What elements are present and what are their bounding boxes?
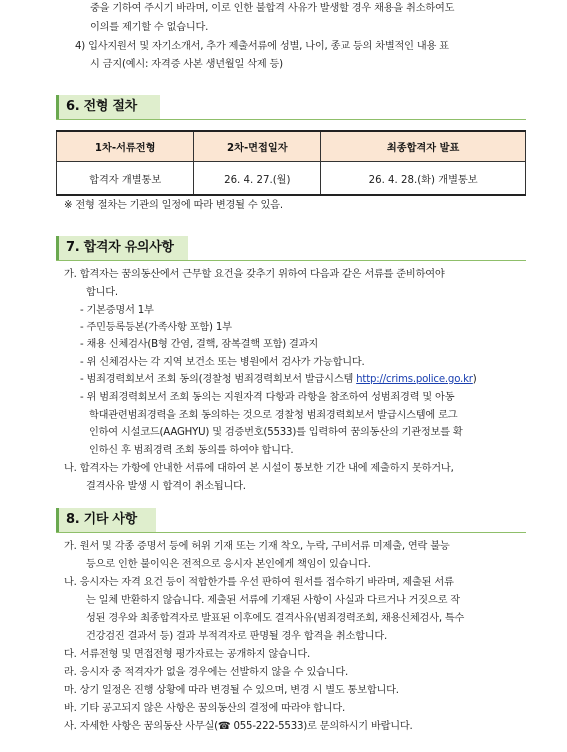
paragraph-ga: 가. 원서 및 각종 증명서 등에 허위 기재 또는 기재 착오, 누락, 구비서류 미제출, 연락 불능 xyxy=(64,541,450,552)
table-header-cell: 최종합격자 발표 xyxy=(321,131,526,162)
section-7-heading xyxy=(56,236,188,260)
list-item-text: ) xyxy=(472,374,477,385)
list-item: - 채용 신체검사(B형 간염, 결핵, 잠복결핵 포함) 결과지 xyxy=(80,339,318,350)
section-divider xyxy=(56,532,526,533)
paragraph-ga: 가. 합격자는 꿈의동산에서 근무할 요건을 갖추기 위하여 다음과 같은 서류를 준비하여야 xyxy=(64,269,445,280)
list-item: - 위 범죄경력회보서 조회 동의는 지원자격 다항과 라항을 참조하여 성범죄경력 및 아동 xyxy=(80,392,455,403)
paragraph-sa xyxy=(64,720,413,734)
table-header-row xyxy=(57,131,526,162)
table-row xyxy=(57,162,526,196)
text-line: 이의를 제기할 수 없습니다. xyxy=(90,22,209,33)
text-line: 는 일체 반환하지 않습니다. 제출된 서류에 기재된 사항이 사실과 다르거나 거짓으로 작 xyxy=(86,595,460,606)
text-line: 건강검진 결과서 등) 결과 부적격자로 판명될 경우 합격을 취소합니다. xyxy=(86,631,388,642)
paragraph-ra: 라. 응시자 중 적격자가 없을 경우에는 선발하지 않을 수 있습니다. xyxy=(64,667,349,678)
section-8-title: 8. 기타 사항 xyxy=(66,512,137,527)
section-8-heading xyxy=(56,508,156,532)
table-header-cell: 2차-면접일자 xyxy=(194,131,321,162)
text-line: 성된 경우와 최종합격자로 발표된 이후에도 결격사유(범죄경력조회, 채용신체검사, 특수 xyxy=(86,613,465,624)
schedule-note: ※ 전형 절차는 기관의 일정에 따라 변경될 수 있음. xyxy=(64,200,283,211)
text-line: 중을 기하여 주시기 바라며, 이로 인한 불합격 사유가 발생할 경우 채용을 취소하여도 xyxy=(90,3,455,14)
text-line: 합니다. xyxy=(86,287,118,298)
section-divider xyxy=(56,260,526,261)
phone-icon: ☎ xyxy=(217,721,231,732)
list-item-text: - 범죄경력회보서 조회 동의(경찰청 범죄경력회보서 발급시스템 xyxy=(80,374,357,385)
table-cell: 26. 4. 27.(월) xyxy=(194,162,321,196)
contact-text: 055-222-5533)로 문의하시기 바랍니다. xyxy=(230,721,413,732)
table-cell: 합격자 개별통보 xyxy=(57,162,194,196)
text-line: 인하신 후 범죄경력 조회 동의를 하여야 합니다. xyxy=(89,445,294,456)
section-6-heading xyxy=(56,95,160,119)
list-item: - 주민등록등본(가족사항 포함) 1부 xyxy=(80,322,232,333)
schedule-table xyxy=(56,130,526,196)
list-item xyxy=(80,373,477,387)
paragraph-na: 나. 응시자는 자격 요건 등이 적합한가를 우선 판하여 원서를 접수하기 바라며, 제출된 서류 xyxy=(64,577,454,588)
paragraph-na: 나. 합격자는 가항에 안내한 서류에 대하여 본 시설이 통보한 기간 내에 제출하지 못하거나, xyxy=(64,463,454,474)
table-cell: 26. 4. 28.(화) 개별통보 xyxy=(321,162,526,196)
text-line: 결격사유 발생 시 합격이 취소됩니다. xyxy=(86,481,246,492)
text-line: 학대관련범죄경력을 조회 동의하는 것으로 경찰청 범죄경력회보서 발급시스템에 로그 xyxy=(89,410,458,421)
paragraph-da: 다. 서류전형 및 면접전형 평가자료는 공개하지 않습니다. xyxy=(64,649,311,660)
text-line: 인하여 시설코드(AAGHYU) 및 검증번호(5533)를 입력하여 꿈의동산의 기관정보를 확 xyxy=(89,427,463,438)
contact-text: 사. 자세한 사항은 꿈의동산 사무실( xyxy=(64,721,218,732)
section-divider xyxy=(56,119,526,120)
paragraph-ma: 마. 상기 일정은 진행 상황에 따라 변경될 수 있으며, 변경 시 별도 통보합니다. xyxy=(64,685,399,696)
list-item: - 기본증명서 1부 xyxy=(80,305,154,316)
crims-link[interactable]: http://crims.police.go.kr xyxy=(356,374,473,385)
section-6-title: 6. 전형 절차 xyxy=(66,99,137,114)
list-item: - 위 신체검사는 각 지역 보건소 또는 병원에서 검사가 가능합니다. xyxy=(80,357,365,368)
paragraph-ba: 바. 기타 공고되지 않은 사항은 꿈의동산의 결정에 따라야 합니다. xyxy=(64,703,346,714)
list-item-4: 4) 입사지원서 및 자기소개서, 추가 제출서류에 성별, 나이, 종교 등의 차별적인 내용 표 xyxy=(75,41,449,52)
text-line: 시 금지(예시: 자격증 사본 생년월일 삭제 등) xyxy=(90,59,283,70)
text-line: 등으로 인한 불이익은 전적으로 응시자 본인에게 책임이 있습니다. xyxy=(86,559,371,570)
table-header-cell: 1차-서류전형 xyxy=(57,131,194,162)
section-7-title: 7. 합격자 유의사항 xyxy=(66,240,174,255)
